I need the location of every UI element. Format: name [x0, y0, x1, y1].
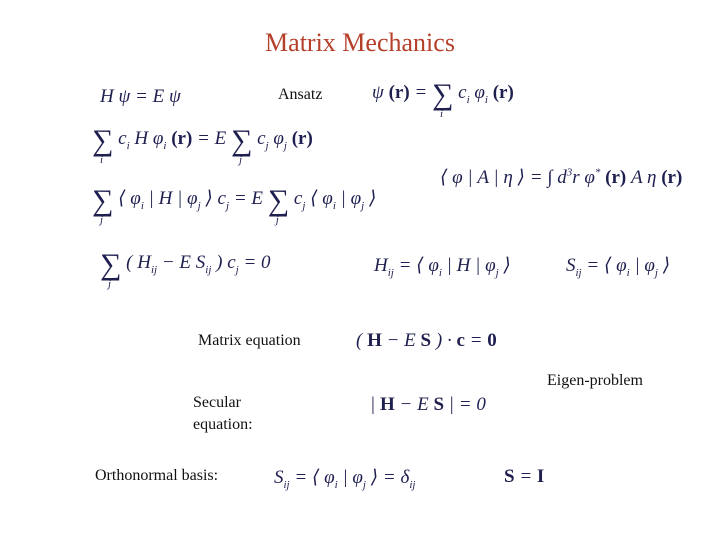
bracket-definition-equation: ⟨ φ | A | η ⟩ = ∫ $d^3r$ φ* (r) A η (r): [440, 166, 683, 188]
s-element-equation: $S_{ij}$ = ⟨ $\varphi_i$ | $\varphi_j$ ⟩: [566, 255, 671, 279]
projected-equation: ∑ j ⟨ $\varphi_i$ | H | $\varphi_j$ ⟩ $c_j = E$ ∑ j $c_j$ ⟨ $\varphi_i$ | $\varphi_j$ ⟩: [92, 184, 377, 226]
secular-label-line2: equation:: [193, 416, 253, 433]
secular-equation: | H − E S | = 0: [370, 394, 486, 415]
ansatz-expansion-equation: ψ (r) = ∑ i $c_i$ $\varphi_i$ (r): [372, 78, 514, 120]
identity-equation: S = I: [504, 466, 545, 487]
orthonormal-label: Orthonormal basis:: [95, 467, 219, 484]
secular-label-line1: Secular: [193, 394, 241, 411]
page-title: Matrix Mechanics: [265, 28, 455, 57]
ansatz-label: Ansatz: [278, 86, 323, 103]
matrix-form-equation: ( H − E S ) · c = 0: [356, 330, 497, 351]
orthonormal-overlap-equation: $S_{ij}$ = ⟨ $\varphi_i$ | $\varphi_j$ ⟩ = $\delta_{ij}$: [274, 467, 416, 491]
eigen-problem-label: Eigen-problem: [547, 372, 643, 389]
linear-system-equation: ∑ j ( $H_{ij} - E$ $S_{ij}$ ) $c_j = 0$: [100, 248, 271, 290]
schrodinger-equation: H ψ = E ψ: [100, 86, 181, 107]
substituted-equation: ∑ i $c_i$ H $\varphi_i$ (r) = E ∑ j $c_j$ $\varphi_j$ (r): [92, 124, 313, 166]
h-element-equation: $H_{ij}$ = ⟨ $\varphi_i$ | H | $\varphi_j$ ⟩: [374, 255, 511, 279]
matrix-equation-label: Matrix equation: [198, 332, 301, 349]
